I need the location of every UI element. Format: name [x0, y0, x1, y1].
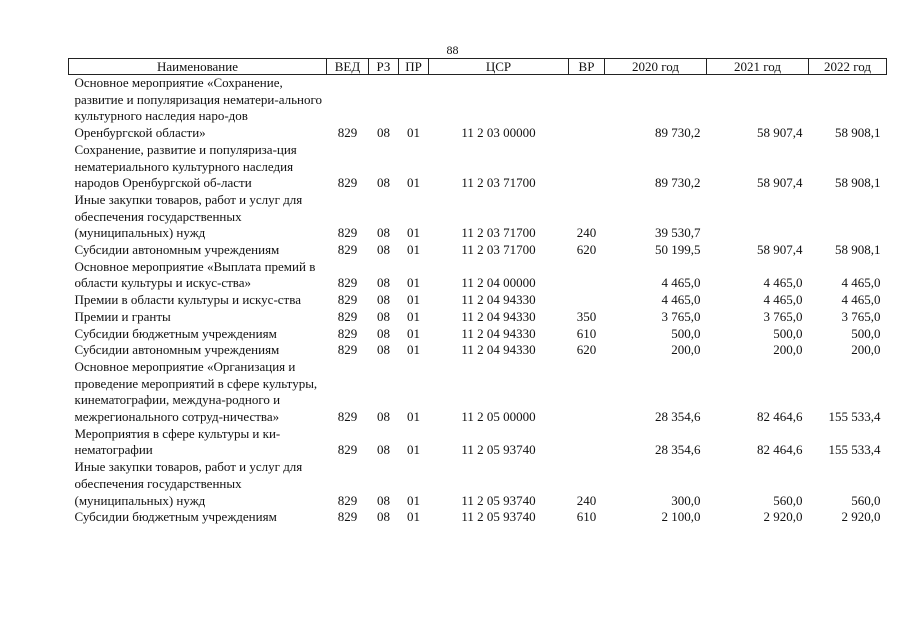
- cell-vr: [569, 359, 605, 426]
- cell-2020: 4 465,0: [661, 275, 701, 291]
- cell-2021: 500,0: [773, 325, 803, 341]
- header-rz: РЗ: [369, 59, 399, 75]
- cell-2020: 28 354,6: [655, 442, 701, 458]
- cell-2020: 50 199,5: [655, 242, 701, 258]
- cell-rz: 08: [377, 175, 390, 191]
- cell-name: Иные закупки товаров, работ и услуг для обеспечения государственных (муниципальных) нужд: [74, 191, 303, 241]
- cell-rz: 08: [377, 442, 390, 458]
- header-ved: ВЕД: [327, 59, 369, 75]
- cell-2020: 500,0: [671, 325, 701, 341]
- cell-ved: 829: [337, 492, 358, 508]
- cell-2021: [707, 192, 809, 242]
- table-row: [69, 509, 887, 526]
- cell-ved: 829: [337, 275, 358, 291]
- table-row: [69, 459, 887, 509]
- cell-2022: 4 465,0: [841, 292, 881, 308]
- cell-rz: 08: [377, 275, 390, 291]
- cell-vr: 240: [576, 225, 597, 241]
- cell-2021: 58 907,4: [757, 125, 803, 141]
- header-2020: 2020 год: [605, 59, 707, 75]
- cell-name: Субсидии бюджетным учреждениям: [74, 509, 277, 525]
- cell-csr: 11 2 04 94330: [461, 325, 536, 341]
- cell-2020: 2 100,0: [661, 509, 701, 525]
- cell-2020: 89 730,2: [655, 125, 701, 141]
- cell-2022: 155 533,4: [828, 442, 881, 458]
- cell-ved: 829: [337, 242, 358, 258]
- cell-csr: 11 2 03 71700: [461, 242, 536, 258]
- cell-csr: 11 2 05 93740: [461, 509, 536, 525]
- table-row: [69, 359, 887, 426]
- cell-2021: 2 920,0: [763, 509, 803, 525]
- cell-csr: 11 2 03 71700: [461, 175, 536, 191]
- cell-pr: 01: [407, 125, 420, 141]
- cell-name: Мероприятия в сфере культуры и ки-нематографии: [74, 425, 281, 458]
- cell-ved: 829: [337, 442, 358, 458]
- cell-rz: 08: [377, 342, 390, 358]
- cell-ved: 829: [337, 325, 358, 341]
- cell-2022: 58 908,1: [835, 175, 881, 191]
- cell-vr: 350: [576, 308, 597, 324]
- cell-vr: [569, 75, 605, 142]
- table-row: [69, 242, 887, 259]
- cell-pr: 01: [407, 509, 420, 525]
- budget-table: [68, 58, 887, 526]
- header-name: Наименование: [69, 59, 327, 75]
- table-row: [69, 192, 887, 242]
- cell-2022: 58 908,1: [835, 242, 881, 258]
- cell-name: Субсидии автономным учреждениям: [74, 342, 280, 358]
- cell-rz: 08: [377, 409, 390, 425]
- cell-pr: 01: [407, 292, 420, 308]
- cell-csr: 11 2 04 00000: [461, 275, 536, 291]
- cell-2021: 4 465,0: [763, 292, 803, 308]
- cell-csr: 11 2 04 94330: [461, 308, 536, 324]
- cell-csr: 11 2 05 00000: [461, 409, 536, 425]
- cell-vr: [569, 292, 605, 309]
- cell-ved: 829: [337, 292, 358, 308]
- cell-2022: 500,0: [851, 325, 881, 341]
- cell-2021: 82 464,6: [757, 409, 803, 425]
- cell-2022: 560,0: [851, 492, 881, 508]
- cell-rz: 08: [377, 242, 390, 258]
- table-row: [69, 142, 887, 192]
- cell-csr: 11 2 04 94330: [461, 342, 536, 358]
- cell-rz: 08: [377, 325, 390, 341]
- cell-rz: 08: [377, 308, 390, 324]
- cell-2022: 58 908,1: [835, 125, 881, 141]
- cell-2021: 82 464,6: [757, 442, 803, 458]
- cell-2022: [809, 192, 887, 242]
- table-row: [69, 75, 887, 142]
- cell-vr: 620: [576, 242, 597, 258]
- cell-name: Премии и гранты: [74, 308, 171, 324]
- cell-rz: 08: [377, 492, 390, 508]
- cell-pr: 01: [407, 175, 420, 191]
- cell-rz: 08: [377, 225, 390, 241]
- cell-2021: 58 907,4: [757, 175, 803, 191]
- table-row: [69, 259, 887, 292]
- cell-2020: 4 465,0: [661, 292, 701, 308]
- cell-2022: 155 533,4: [828, 409, 881, 425]
- cell-pr: 01: [407, 225, 420, 241]
- cell-name: Сохранение, развитие и популяриза-ция нематериального культурного наследия народов Оренбургской об-ласти: [74, 141, 297, 191]
- cell-name: Субсидии автономным учреждениям: [74, 242, 280, 258]
- table-row: [69, 326, 887, 343]
- cell-csr: 11 2 03 00000: [461, 125, 536, 141]
- cell-csr: 11 2 05 93740: [461, 492, 536, 508]
- cell-name: Иные закупки товаров, работ и услуг для обеспечения государственных (муниципальных) нужд: [74, 459, 303, 508]
- header-2021: 2021 год: [707, 59, 809, 75]
- cell-rz: 08: [377, 125, 390, 141]
- cell-ved: 829: [337, 308, 358, 324]
- cell-pr: 01: [407, 442, 420, 458]
- cell-2021: 200,0: [773, 342, 803, 358]
- cell-2020: 89 730,2: [655, 175, 701, 191]
- table-row: [69, 309, 887, 326]
- cell-pr: 01: [407, 492, 420, 508]
- table-header-row: [69, 59, 887, 75]
- cell-2021: 3 765,0: [763, 308, 803, 324]
- cell-csr: 11 2 04 94330: [461, 292, 536, 308]
- cell-vr: [569, 142, 605, 192]
- cell-2021: 4 465,0: [763, 275, 803, 291]
- header-csr: ЦСР: [429, 59, 569, 75]
- cell-ved: 829: [337, 125, 358, 141]
- cell-ved: 829: [337, 409, 358, 425]
- table-row: [69, 426, 887, 459]
- cell-2021: 58 907,4: [757, 242, 803, 258]
- cell-vr: 610: [576, 509, 597, 525]
- cell-pr: 01: [407, 342, 420, 358]
- header-pr: ПР: [399, 59, 429, 75]
- cell-pr: 01: [407, 325, 420, 341]
- page-number: 88: [446, 43, 459, 57]
- cell-2020: 3 765,0: [661, 308, 701, 324]
- cell-2022: 2 920,0: [841, 509, 881, 525]
- cell-name: Основное мероприятие «Организация и проведение мероприятий в сфере культуры, кинематографии, междуна-родного и межрегионального сотруд-ничества»: [74, 358, 318, 425]
- header-vr: ВР: [569, 59, 605, 75]
- cell-name: Основное мероприятие «Сохранение, развитие и популяризация нематери-ального культурного наследия наро-дов Оренбургской области»: [74, 75, 322, 141]
- cell-pr: 01: [407, 242, 420, 258]
- header-2022: 2022 год: [809, 59, 887, 75]
- cell-2022: 4 465,0: [841, 275, 881, 291]
- cell-name: Основное мероприятие «Выплата премий в области культуры и искус-ства»: [74, 258, 316, 291]
- cell-2020: 200,0: [671, 342, 701, 358]
- cell-rz: 08: [377, 292, 390, 308]
- cell-ved: 829: [337, 175, 358, 191]
- table-row: [69, 342, 887, 359]
- cell-ved: 829: [337, 342, 358, 358]
- cell-csr: 11 2 05 93740: [461, 442, 536, 458]
- cell-csr: 11 2 03 71700: [461, 225, 536, 241]
- cell-pr: 01: [407, 409, 420, 425]
- cell-2022: 200,0: [851, 342, 881, 358]
- cell-vr: 620: [576, 342, 597, 358]
- cell-pr: 01: [407, 308, 420, 324]
- cell-vr: [569, 426, 605, 459]
- cell-name: Премии в области культуры и искус-ства: [74, 292, 301, 308]
- cell-vr: [569, 259, 605, 292]
- cell-rz: 08: [377, 509, 390, 525]
- cell-ved: 829: [337, 509, 358, 525]
- cell-name: Субсидии бюджетным учреждениям: [74, 325, 277, 341]
- cell-2021: 560,0: [773, 492, 803, 508]
- cell-2020: 28 354,6: [655, 409, 701, 425]
- cell-2022: 3 765,0: [841, 308, 881, 324]
- table-row: [69, 292, 887, 309]
- cell-ved: 829: [337, 225, 358, 241]
- cell-vr: 240: [576, 492, 597, 508]
- cell-2020: 300,0: [671, 492, 701, 508]
- cell-pr: 01: [407, 275, 420, 291]
- cell-vr: 610: [576, 325, 597, 341]
- cell-2020: 39 530,7: [655, 225, 701, 241]
- table-body: [69, 75, 887, 526]
